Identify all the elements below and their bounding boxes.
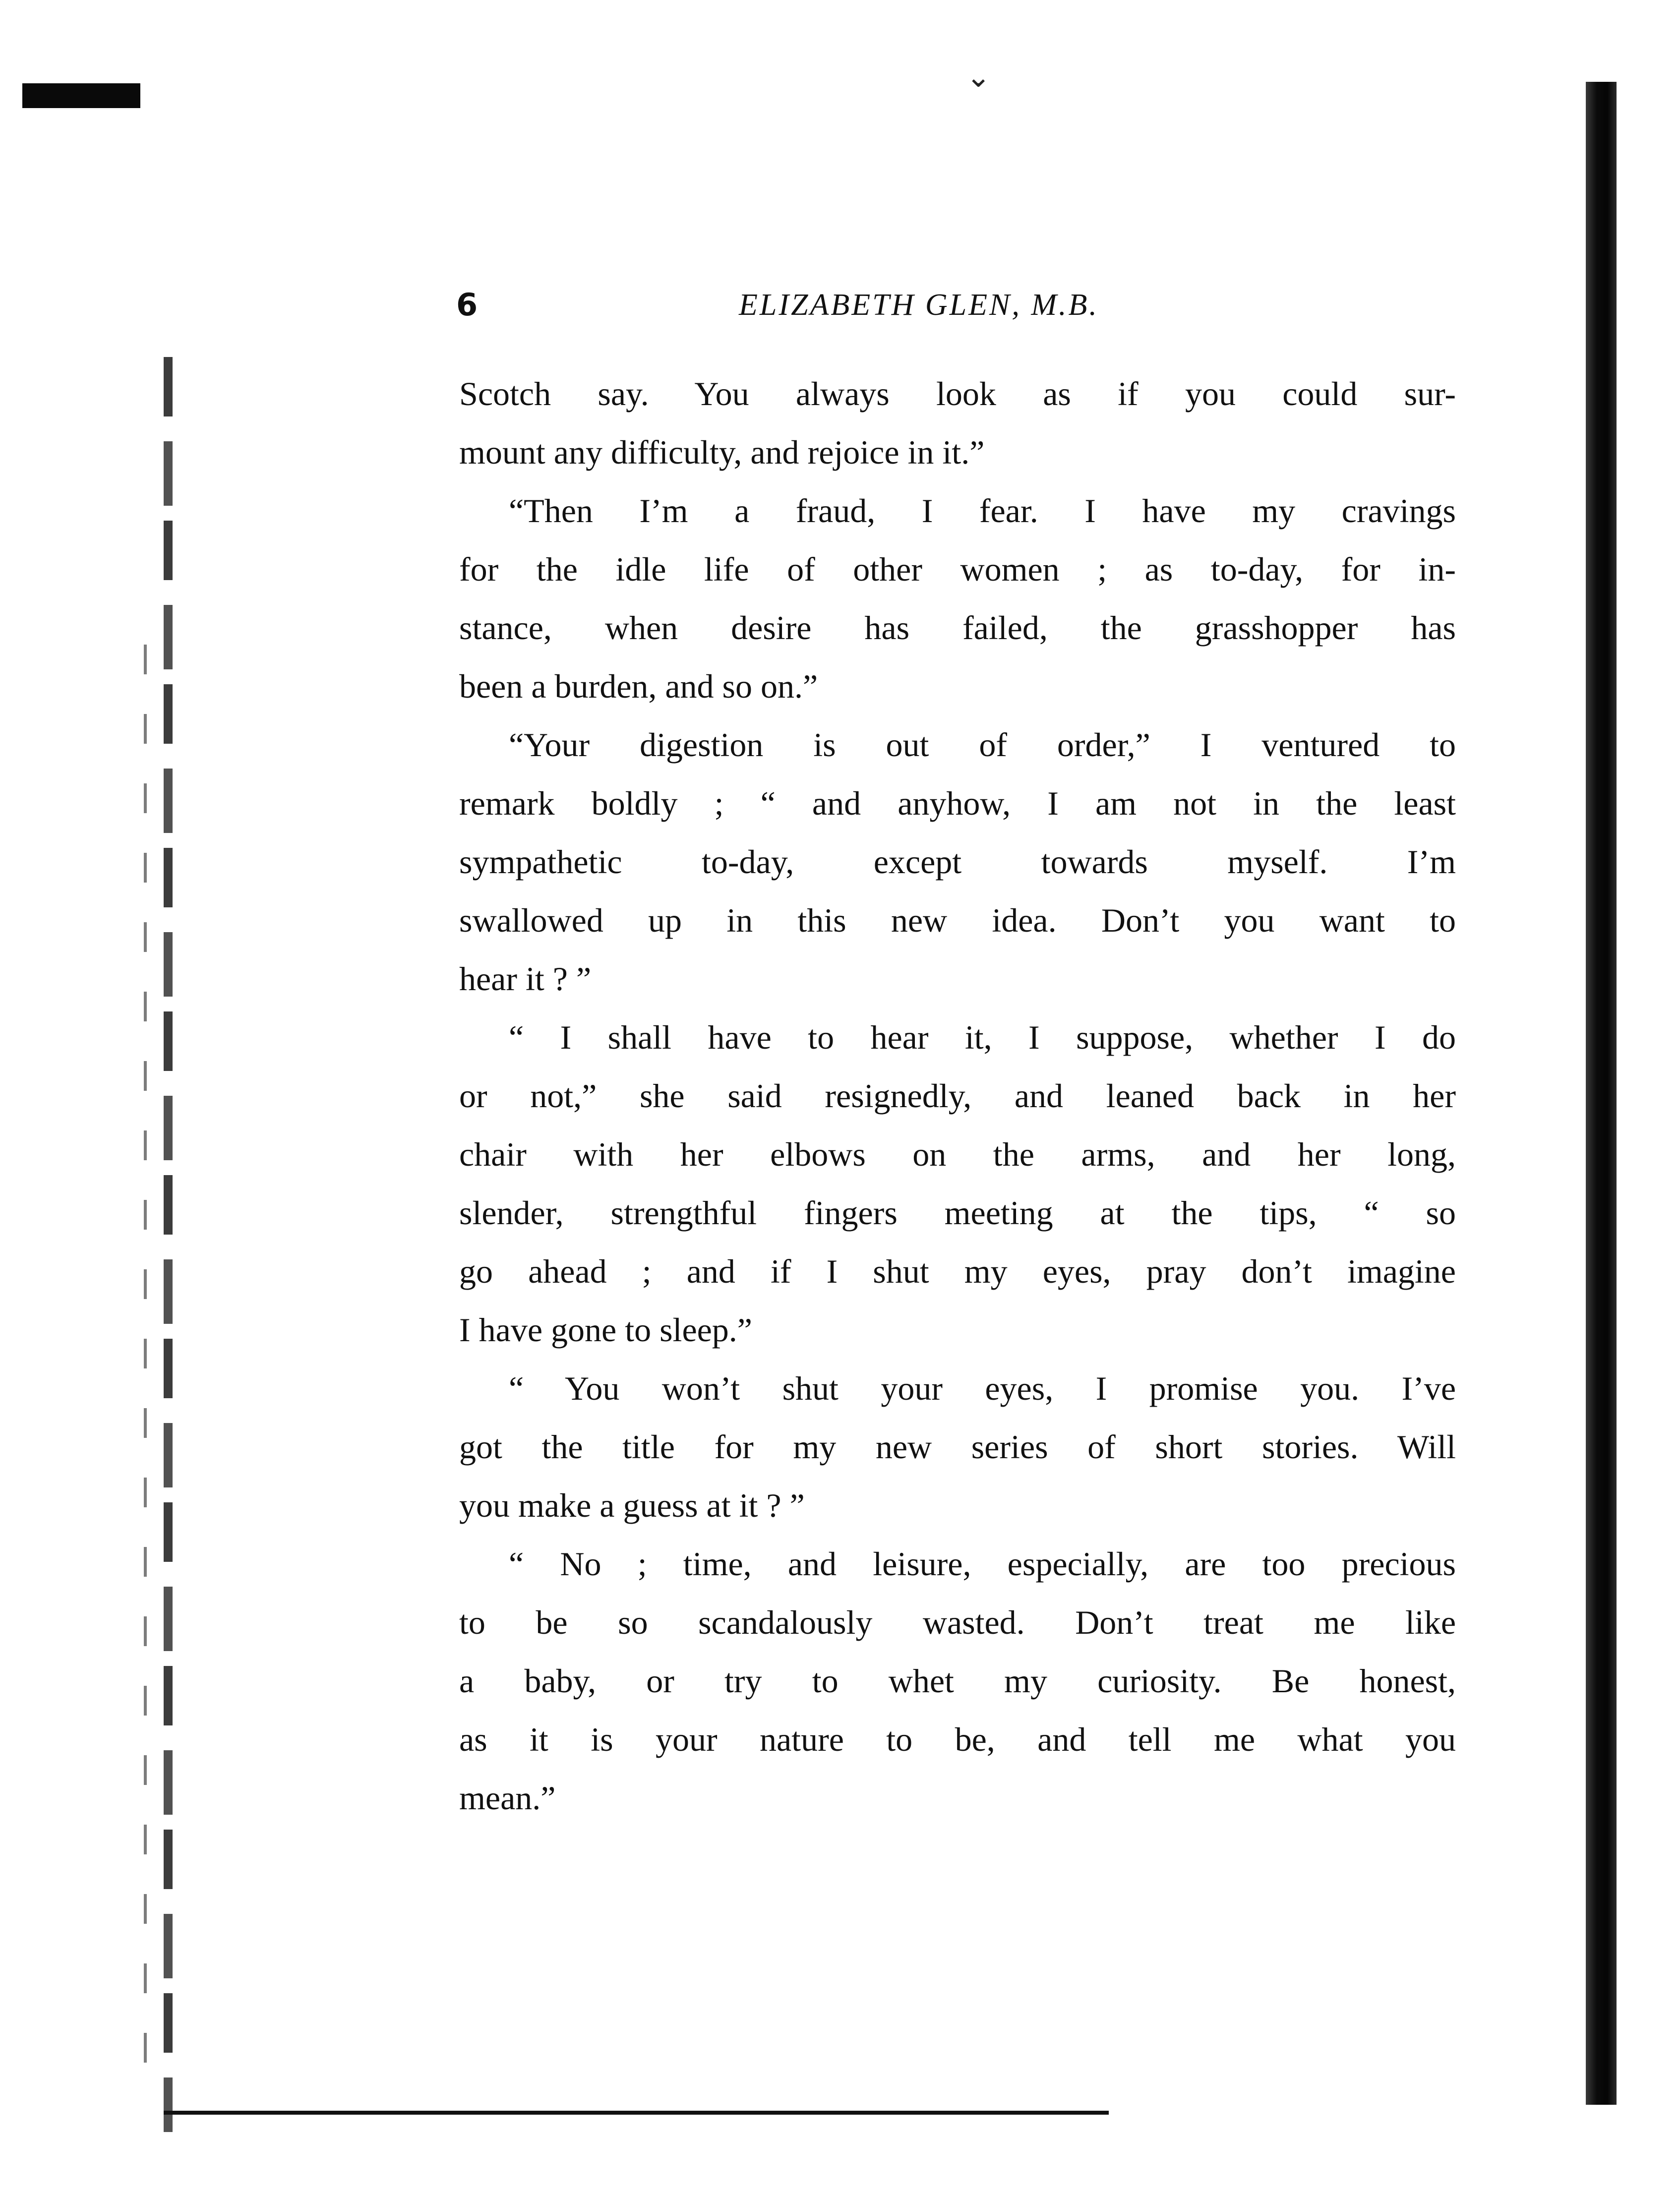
body-text <box>459 364 1456 1827</box>
text-line: “ No ; time, and leisure, especially, are too precious <box>509 1545 1456 1583</box>
scan-top-mark: ⌄ <box>966 60 991 93</box>
text-line: a baby, or try to whet my curiosity. Be honest, <box>459 1662 1456 1700</box>
scan-right-edge-shadow <box>1586 82 1617 2105</box>
scan-left-edge-marks-secondary <box>144 645 147 2082</box>
text-line: remark boldly ; “ and anyhow, I am not in the least <box>459 784 1456 822</box>
text-line: stance, when desire has failed, the grasshopper has <box>459 609 1456 647</box>
text-line: mean.” <box>459 1779 556 1817</box>
text-line: “Your digestion is out of order,” I ventured to <box>509 726 1456 764</box>
text-line: chair with her elbows on the arms, and her long, <box>459 1135 1456 1173</box>
text-line: as it is your nature to be, and tell me what you <box>459 1720 1456 1758</box>
text-line: swallowed up in this new idea. Don’t you want to <box>459 901 1456 939</box>
text-line: got the title for my new series of short stories. Will <box>459 1428 1456 1466</box>
text-line: “ I shall have to hear it, I suppose, whether I do <box>509 1018 1456 1056</box>
text-line: been a burden, and so on.” <box>459 667 818 705</box>
scan-bottom-rule <box>164 2111 1109 2115</box>
text-line: to be so scandalously wasted. Don’t treat me like <box>459 1603 1456 1641</box>
text-line: I have gone to sleep.” <box>459 1311 752 1349</box>
text-line: you make a guess at it ? ” <box>459 1486 805 1524</box>
text-line: hear it ? ” <box>459 960 592 998</box>
page-header <box>456 283 1195 327</box>
text-line: Scotch say. You always look as if you could sur- <box>459 375 1456 413</box>
text-line: sympathetic to-day, except towards myself. I’m <box>459 843 1456 881</box>
running-head: ELIZABETH GLEN, M.B. <box>739 288 1099 322</box>
scan-left-edge-marks <box>164 357 173 2132</box>
scan-black-tab <box>22 83 140 108</box>
text-line: “ You won’t shut your eyes, I promise you. I’ve <box>509 1369 1456 1407</box>
text-line: go ahead ; and if I shut my eyes, pray don’t imagine <box>459 1252 1456 1290</box>
text-line: or not,” she said resignedly, and leaned back in her <box>459 1077 1456 1115</box>
text-line: slender, strengthful fingers meeting at the tips, “ so <box>459 1194 1456 1232</box>
text-line: “Then I’m a fraud, I fear. I have my cravings <box>509 492 1456 530</box>
text-line: mount any difficulty, and rejoice in it.” <box>459 433 985 471</box>
page-number: 6 <box>456 287 478 323</box>
text-line: for the idle life of other women ; as to-day, for in- <box>459 550 1456 588</box>
